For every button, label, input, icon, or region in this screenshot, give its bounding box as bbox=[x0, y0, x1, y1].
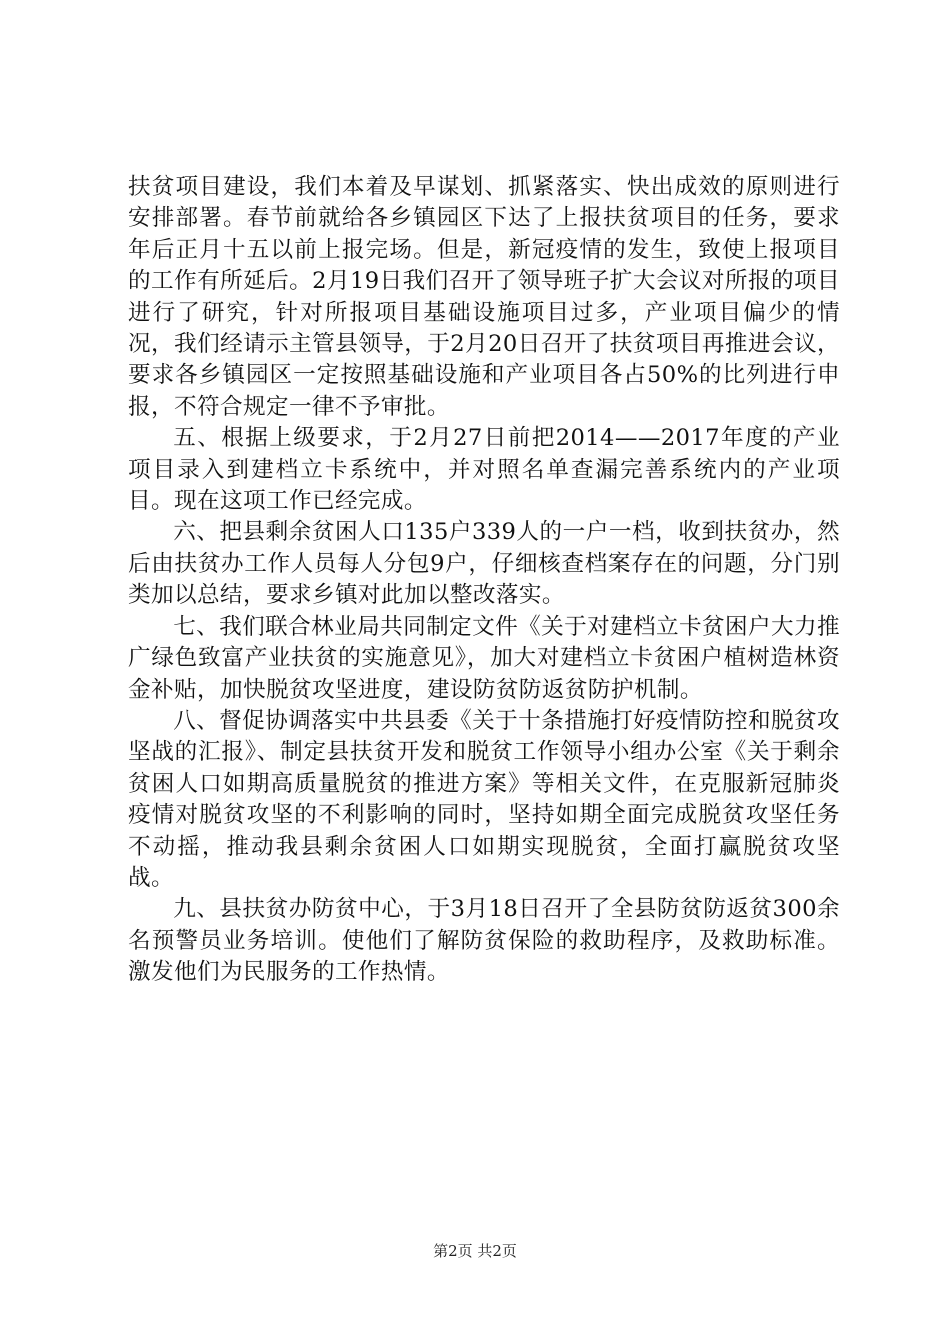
page-number-footer: 第2页 共2页 bbox=[433, 1242, 517, 1260]
paragraph-item-seven: 七、我们联合林业局共同制定文件《关于对建档立卡贫困户大力推广绿色致富产业扶贫的实施意见》，加大对建档立卡贫困户植树造林资金补贴，加快脱贫攻坚进度，建设防贫防返贫防护机制。 bbox=[128, 613, 841, 703]
paragraph-item-nine: 九、县扶贫办防贫中心，于3月18日召开了全县防贫防返贫300余名预警员业务培训。使他们了解防贫保险的救助程序，及救助标准。激发他们为民服务的工作热情。 bbox=[128, 896, 840, 986]
document-body bbox=[128, 172, 840, 989]
paragraph-item-six: 六、把县剩余贫困人口135户339人的一户一档，收到扶贫办，然后由扶贫办工作人员每人分包9户，仔细核查档案存在的问题，分门别类加以总结，要求乡镇对此加以整改落实。 bbox=[128, 519, 840, 609]
paragraph-item-eight: 八、督促协调落实中共县委《关于十条措施打好疫情防控和脱贫攻坚战的汇报》、制定县扶贫开发和脱贫工作领导小组办公室《关于剩余贫困人口如期高质量脱贫的推进方案》等相关文件，在克服新冠肺炎疫情对脱贫攻坚的不利影响的同时，坚持如期全面完成脱贫攻坚任务不动摇，推动我县剩余贫困人口如期实现脱贫，全面打赢脱贫攻坚战。 bbox=[128, 707, 841, 891]
paragraph-item-five: 五、根据上级要求，于2月27日前把2014——2017年度的产业项目录入到建档立卡系统中，并对照名单查漏完善系统内的产业项目。现在这项工作已经完成。 bbox=[128, 425, 840, 515]
paragraph-project-construction: 扶贫项目建设，我们本着及早谋划、抓紧落实、快出成效的原则进行安排部署。春节前就给各乡镇园区下达了上报扶贫项目的任务，要求年后正月十五以前上报完场。但是，新冠疫情的发生，致使上报项目的工作有所延后。2月19日我们召开了领导班子扩大会议对所报的项目进行了研究，针对所报项目基础设施项目过多，产业项目偏少的情况，我们经请示主管县领导，于2月20日召开了扶贫项目再推进会议，要求各乡镇园区一定按照基础设施和产业项目各占50%的比列进行申报，不符合规定一律不予审批。 bbox=[128, 174, 840, 420]
